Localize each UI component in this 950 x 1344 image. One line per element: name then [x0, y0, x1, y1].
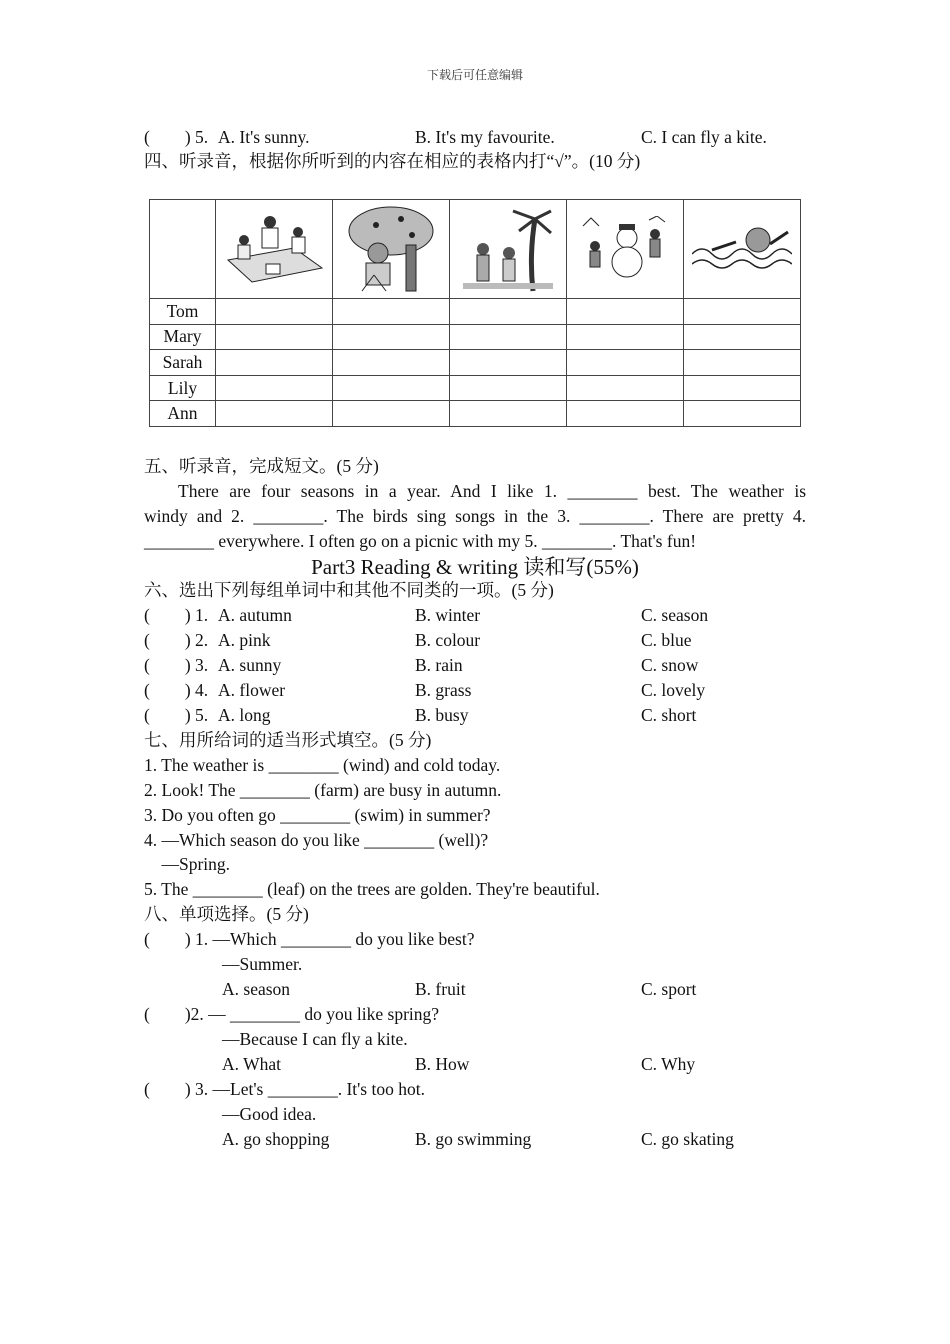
answer-cell[interactable]	[450, 324, 567, 350]
sec6-option-b: B. grass	[415, 680, 472, 700]
sec7-line: 4. —Which season do you like ________ (well)?	[144, 830, 489, 850]
sec6-option-b: B. rain	[415, 655, 463, 675]
sec6-option-a: A. pink	[218, 630, 271, 650]
answer-cell[interactable]	[450, 350, 567, 376]
sec6-option-a: A. autumn	[218, 605, 292, 625]
sec8-option-c: C. sport	[641, 979, 697, 999]
sec6-option-c: C. blue	[641, 630, 692, 650]
sec8-q3-reply: —Good idea.	[222, 1104, 317, 1124]
answer-cell[interactable]	[216, 401, 333, 427]
tree-picking-picture	[346, 205, 436, 293]
table-row	[150, 401, 801, 427]
student-name: Mary	[150, 324, 216, 350]
passage-line: There are four seasons in a year. And I like 1. ________ best. The weather is	[178, 481, 806, 501]
sec8-option-b: B. fruit	[415, 979, 466, 999]
sec6-option-c: C. season	[641, 605, 709, 625]
sec8-option-b: B. go swimming	[415, 1129, 532, 1149]
sec8-option-a: A. What	[222, 1054, 281, 1074]
sec8-q2-stem: ( )2. — ________ do you like spring?	[144, 1004, 440, 1024]
sec8-q1-stem: ( ) 1. —Which ________ do you like best?	[144, 929, 475, 949]
sec7-line: 5. The ________ (leaf) on the trees are golden. They're beautiful.	[144, 879, 600, 899]
answer-cell[interactable]	[216, 375, 333, 401]
page-header: 下载后可任意编辑	[426, 68, 523, 82]
part3-title: Part3 Reading & writing 读和写(55%)	[311, 555, 639, 579]
sec6-option-b: B. colour	[415, 630, 481, 650]
student-name: Tom	[150, 299, 216, 325]
answer-cell[interactable]	[450, 375, 567, 401]
answer-cell[interactable]	[450, 299, 567, 325]
answer-cell[interactable]	[684, 299, 801, 325]
picture-cell	[333, 200, 450, 299]
sec7-line: —Spring.	[144, 854, 231, 874]
table-corner-cell	[150, 200, 216, 299]
sec6-item-number: ( ) 1.	[144, 605, 209, 625]
picture-cell	[567, 200, 684, 299]
section4-title: 四、听录音，根据你所听到的内容在相应的表格内打“√”。(10 分)	[144, 151, 641, 171]
section5-title: 五、听录音，完成短文。(5 分)	[144, 456, 379, 476]
sec6-option-b: B. winter	[415, 605, 481, 625]
answer-cell[interactable]	[333, 324, 450, 350]
snowman-picture	[579, 216, 671, 282]
sec6-option-a: A. long	[218, 705, 271, 725]
sec6-item-number: ( ) 5.	[144, 705, 209, 725]
answer-cell[interactable]	[684, 350, 801, 376]
sec6-option-c: C. snow	[641, 655, 699, 675]
section7-title: 七、用所给词的适当形式填空。(5 分)	[144, 730, 432, 750]
sec8-q2-reply: —Because I can fly a kite.	[222, 1029, 408, 1049]
swimming-picture	[692, 224, 792, 274]
section6-title: 六、选出下列每组单词中和其他不同类的一项。(5 分)	[144, 580, 554, 600]
sec8-option-c: C. go skating	[641, 1129, 734, 1149]
picnic-picture	[222, 212, 326, 286]
q5-number: ( ) 5.	[144, 127, 209, 147]
answer-cell[interactable]	[684, 324, 801, 350]
sec6-option-c: C. lovely	[641, 680, 706, 700]
answer-cell[interactable]	[216, 350, 333, 376]
answer-cell[interactable]	[567, 350, 684, 376]
student-name: Sarah	[150, 350, 216, 376]
q5-option-b: B. It's my favourite.	[415, 127, 555, 147]
palm-tree-picture	[463, 205, 553, 293]
sec6-option-a: A. sunny	[218, 655, 282, 675]
sec8-option-a: A. season	[222, 979, 291, 999]
sec7-line: 3. Do you often go ________ (swim) in summer?	[144, 805, 491, 825]
passage-line: ________ everywhere. I often go on a picnic with my 5. ________. That's fun!	[144, 531, 697, 551]
picture-cell	[216, 200, 333, 299]
sec6-option-a: A. flower	[218, 680, 286, 700]
table-row	[150, 375, 801, 401]
sec6-option-b: B. busy	[415, 705, 469, 725]
student-name: Ann	[150, 401, 216, 427]
table-row	[150, 299, 801, 325]
section8-title: 八、单项选择。(5 分)	[144, 904, 309, 924]
answer-cell[interactable]	[333, 299, 450, 325]
table-row	[150, 350, 801, 376]
answer-cell[interactable]	[684, 401, 801, 427]
answer-cell[interactable]	[684, 375, 801, 401]
sec8-option-b: B. How	[415, 1054, 470, 1074]
picture-cell	[684, 200, 801, 299]
sec8-option-c: C. Why	[641, 1054, 696, 1074]
answer-cell[interactable]	[450, 401, 567, 427]
sec8-option-a: A. go shopping	[222, 1129, 330, 1149]
answer-cell[interactable]	[567, 324, 684, 350]
answer-cell[interactable]	[333, 375, 450, 401]
sec6-item-number: ( ) 3.	[144, 655, 209, 675]
student-name: Lily	[150, 375, 216, 401]
listening-check-table	[149, 199, 801, 427]
answer-cell[interactable]	[333, 401, 450, 427]
answer-cell[interactable]	[567, 375, 684, 401]
sec6-item-number: ( ) 2.	[144, 630, 209, 650]
passage-line: windy and 2. ________. The birds sing songs in the 3. ________. There are pretty 4.	[144, 506, 806, 526]
q5-option-c: C. I can fly a kite.	[641, 127, 767, 147]
sec8-q1-reply: —Summer.	[222, 954, 303, 974]
answer-cell[interactable]	[216, 299, 333, 325]
answer-cell[interactable]	[333, 350, 450, 376]
picture-cell	[450, 200, 567, 299]
sec8-q3-stem: ( ) 3. —Let's ________. It's too hot.	[144, 1079, 425, 1099]
q5-option-a: A. It's sunny.	[218, 127, 310, 147]
table-row	[150, 324, 801, 350]
sec7-line: 2. Look! The ________ (farm) are busy in autumn.	[144, 780, 502, 800]
answer-cell[interactable]	[567, 401, 684, 427]
sec6-option-c: C. short	[641, 705, 697, 725]
answer-cell[interactable]	[567, 299, 684, 325]
sec7-line: 1. The weather is ________ (wind) and cold today.	[144, 755, 501, 775]
sec6-item-number: ( ) 4.	[144, 680, 209, 700]
answer-cell[interactable]	[216, 324, 333, 350]
